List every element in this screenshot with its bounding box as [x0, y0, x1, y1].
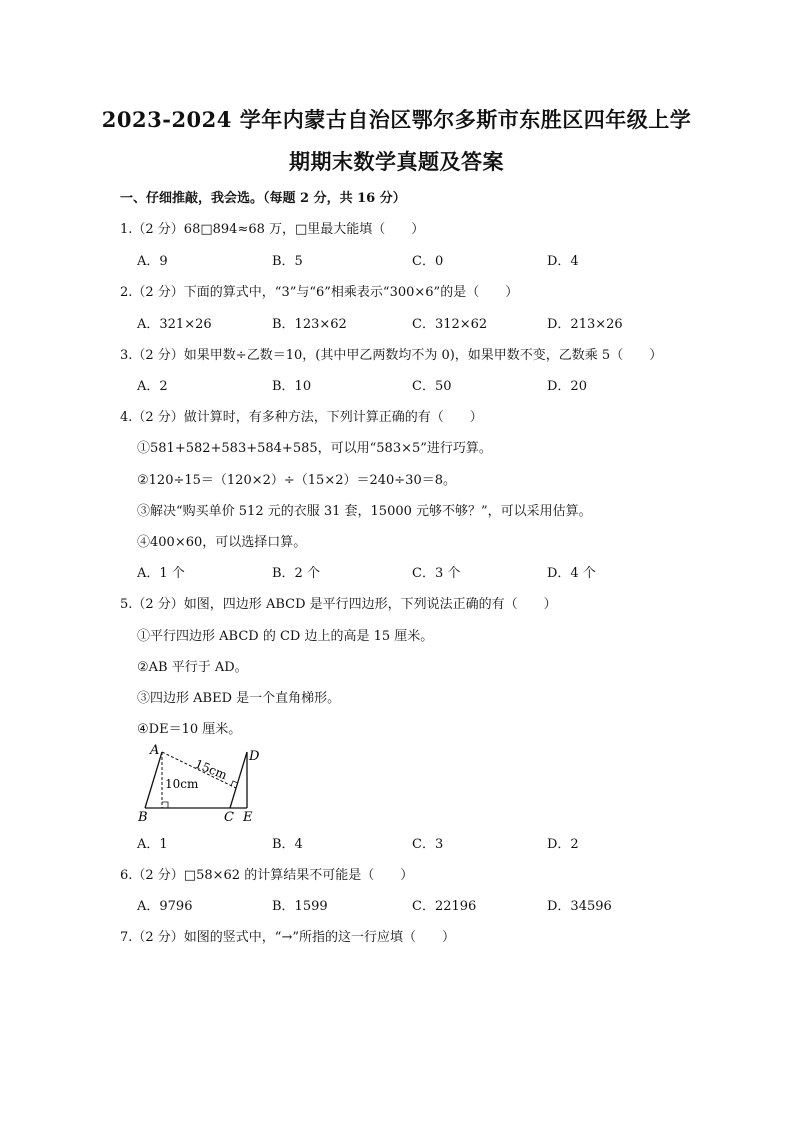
right-angle-mark [162, 802, 168, 808]
label-c: C [224, 810, 234, 824]
side-cd [230, 752, 247, 808]
measure-10cm: 10cm [165, 777, 199, 791]
question-4-item-2: ②120÷15＝（120×2）÷（15×2）＝240÷30＝8。 [137, 473, 456, 488]
option-a: A．1 [137, 837, 168, 852]
option-d: D．20 [547, 379, 587, 394]
option-b: B．10 [272, 379, 312, 394]
side-ab [145, 752, 162, 808]
document-title-line-2: 期期末数学真题及答案 [289, 149, 504, 174]
option-a: A．9796 [137, 899, 193, 914]
question-6-stem: 6.（2 分）□58×62 的计算结果不可能是（ ） [120, 868, 414, 883]
question-4-item-3: ③解决“购买单价 512 元的衣服 31 套，15000 元够不够？”，可以采用估算。 [137, 504, 592, 519]
document-title-line-1: 2023-2024 学年内蒙古自治区鄂尔多斯市东胜区四年级上学 [101, 107, 692, 132]
option-b: B．2 个 [272, 566, 320, 581]
parallelogram-figure [138, 742, 278, 824]
label-e: E [243, 810, 253, 824]
option-b: B．4 [272, 837, 303, 852]
option-d: D．34596 [547, 899, 612, 914]
option-b: B．5 [272, 254, 303, 269]
question-5-item-2: ②AB 平行于 AD。 [137, 660, 248, 675]
question-7-stem: 7.（2 分）如图的竖式中，“→”所指的这一行应填（ ） [120, 930, 455, 945]
question-1-stem: 1.（2 分）68□894≈68 万，□里最大能填（ ） [120, 222, 425, 237]
question-4-stem: 4.（2 分）做计算时，有多种方法，下列计算正确的有（ ） [120, 410, 483, 425]
label-b: B [138, 810, 148, 824]
label-d: D [249, 749, 260, 764]
option-c: C．3 [412, 837, 444, 852]
option-c: C．22196 [412, 899, 477, 914]
question-3-stem: 3.（2 分）如果甲数÷乙数＝10，(其中甲乙两数均不为 0)，如果甲数不变，乙数乘 5（ ） [120, 348, 663, 363]
question-5-item-1: ①平行四边形 ABCD 的 CD 边上的高是 15 厘米。 [137, 629, 434, 644]
question-2-stem: 2.（2 分）下面的算式中，“3”与“6”相乘表示“300×6”的是（ ） [120, 285, 519, 300]
option-b: B．1599 [272, 899, 328, 914]
question-5-item-3: ③四边形 ABED 是一个直角梯形。 [137, 691, 341, 706]
option-d: D．4 个 [547, 566, 596, 581]
question-4-item-1: ①581+582+583+584+585，可以用“583×5”进行巧算。 [137, 441, 492, 456]
section-heading: 一、仔细推敲，我会选。（每题 2 分，共 16 分） [120, 191, 406, 206]
question-1-options [137, 250, 697, 268]
option-b: B．123×62 [272, 317, 347, 332]
option-a: A．1 个 [137, 566, 185, 581]
label-a: A [150, 743, 160, 758]
option-d: D．2 [547, 837, 579, 852]
option-a: A．9 [137, 254, 168, 269]
measure-15cm: 15cm [192, 756, 230, 783]
question-4-item-4: ④400×60，可以选择口算。 [137, 535, 307, 550]
option-c: C．312×62 [412, 317, 488, 332]
question-2-options [137, 313, 697, 331]
option-d: D．4 [547, 254, 579, 269]
question-5-item-4: ④DE＝10 厘米。 [137, 722, 242, 737]
option-a: A．321×26 [137, 317, 212, 332]
option-c: C．50 [412, 379, 452, 394]
option-d: D．213×26 [547, 317, 623, 332]
question-4-options [137, 562, 697, 580]
question-5-options [137, 833, 697, 851]
option-c: C．3 个 [412, 566, 461, 581]
option-a: A．2 [137, 379, 168, 394]
question-3-options [137, 375, 697, 393]
option-c: C．0 [412, 254, 444, 269]
question-6-options [137, 895, 697, 913]
question-5-stem: 5.（2 分）如图，四边形 ABCD 是平行四边形，下列说法正确的有（ ） [120, 597, 557, 612]
